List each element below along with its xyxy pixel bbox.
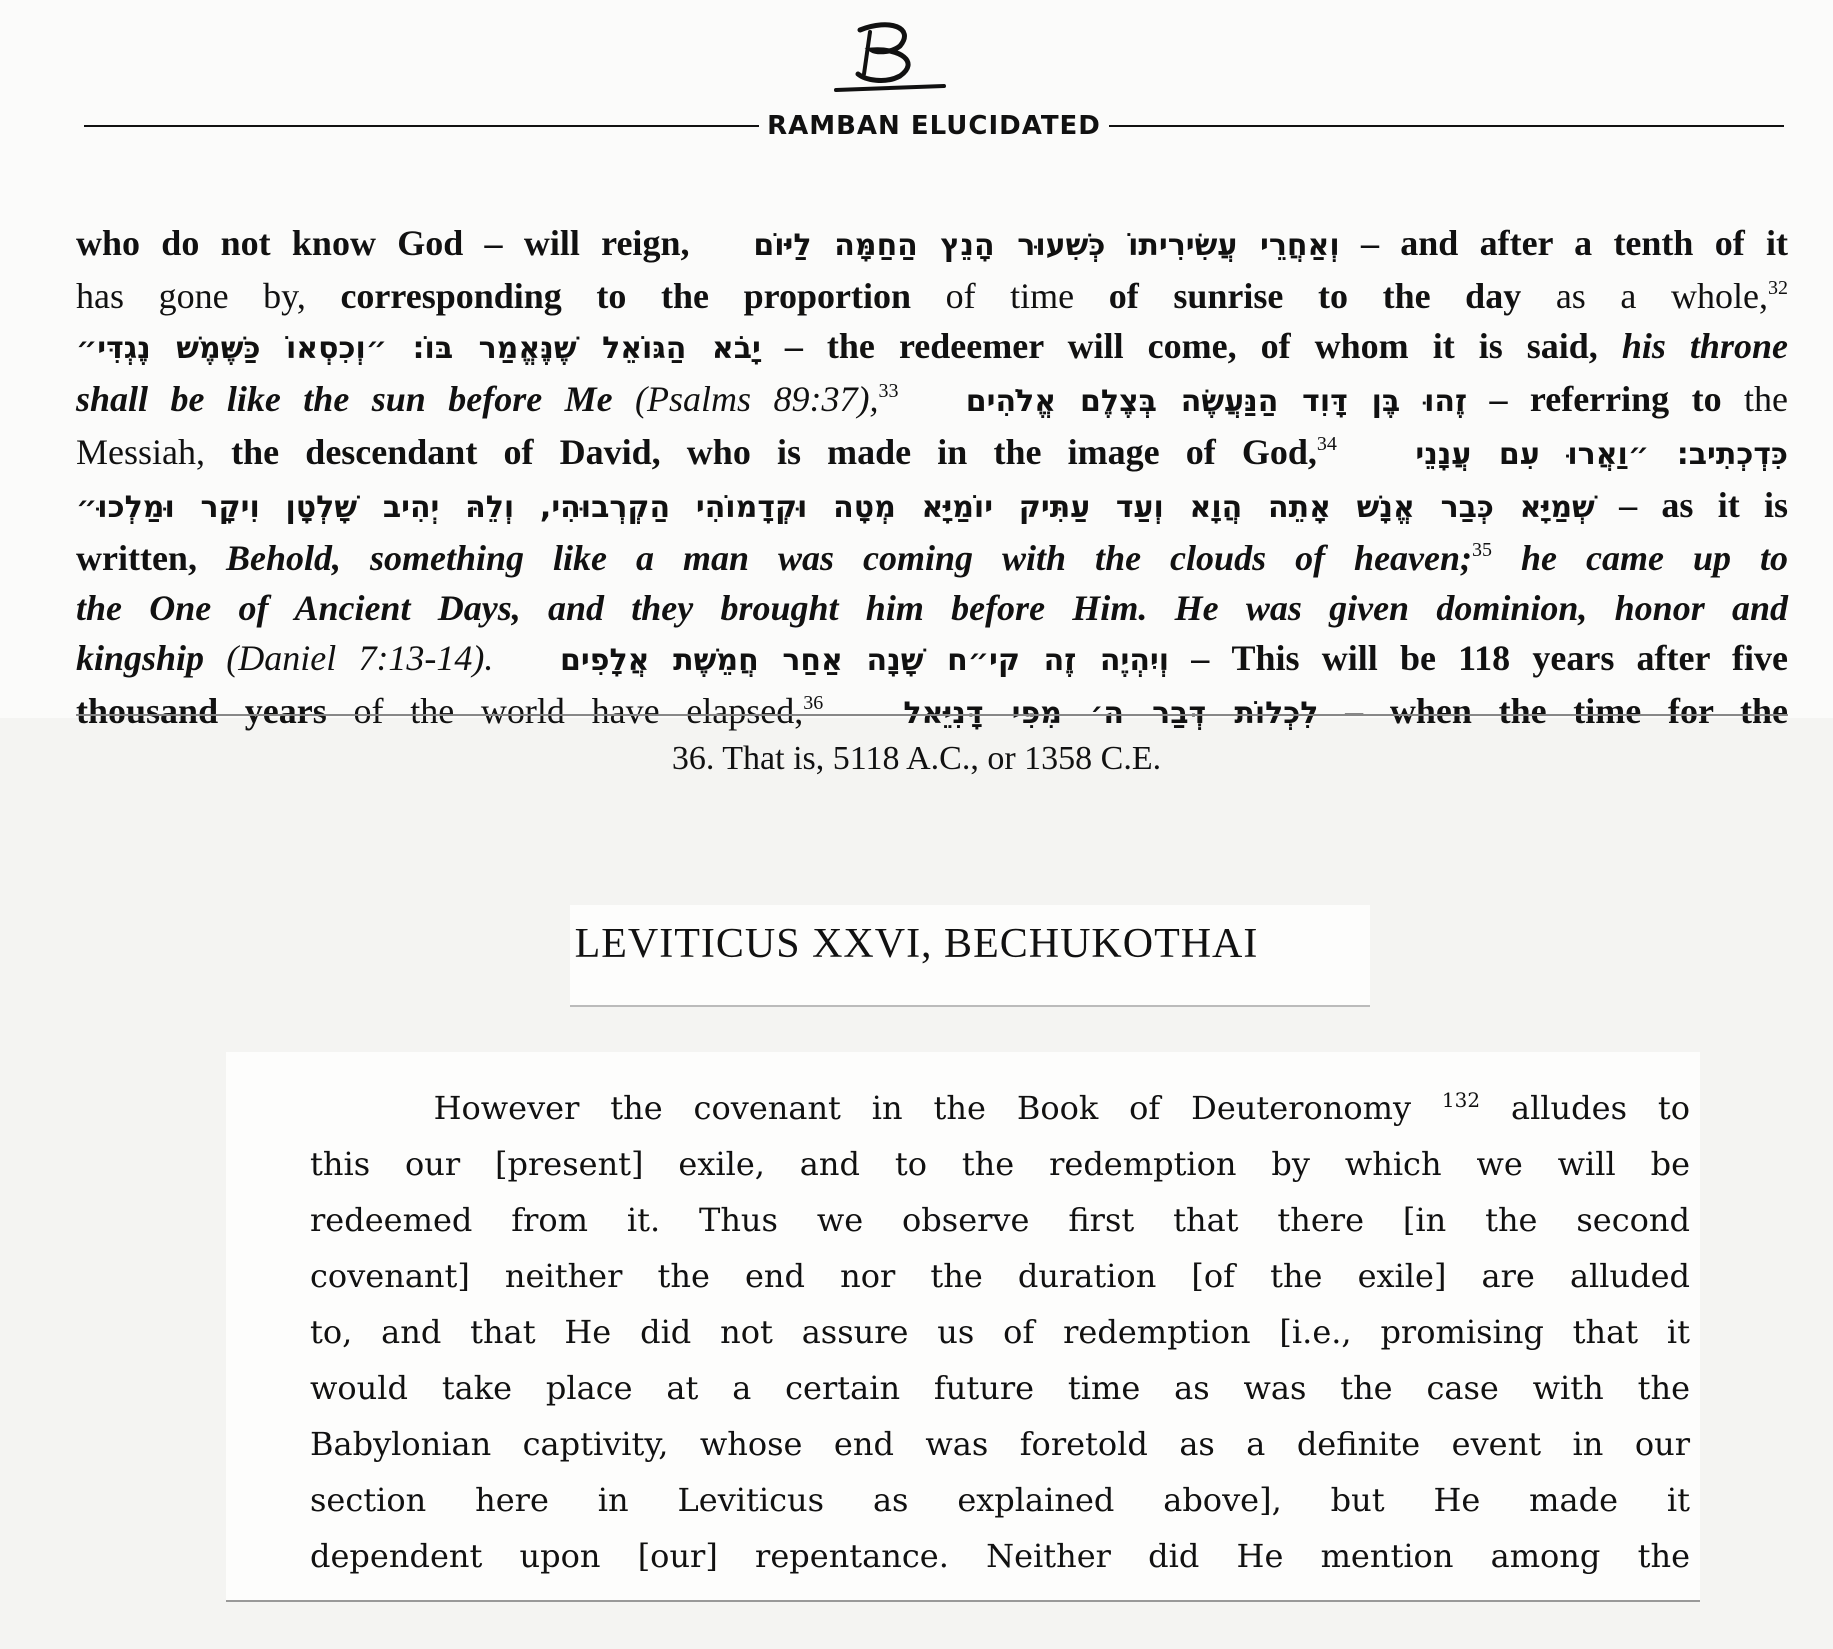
text-run: alludes to [1480, 1089, 1691, 1127]
clipping-line: redeemed from it. Thus we observe first that there [in the second [310, 1201, 1690, 1239]
clipping-line: dependent upon [our] repentance. Neither did He mention among the [310, 1537, 1690, 1575]
clipping-line: Babylonian captivity, whose end was foretold as a definite event in our [310, 1425, 1690, 1463]
commentary-line [76, 686, 1788, 739]
text-run: However the covenant in the Book of Deuteronomy [433, 1089, 1412, 1127]
text-run: – will reign, [463, 223, 690, 263]
text-run: Behold, something like a man was coming with the clouds of heaven; [196, 538, 1473, 578]
text-run: who do not know God [76, 223, 464, 263]
text-run: to the day [1283, 276, 1522, 316]
commentary-line [76, 321, 1788, 374]
text-run: (Daniel 7:13-14). [204, 638, 494, 678]
commentary-line [76, 583, 1788, 633]
running-head [84, 108, 1784, 144]
text-run: of the world have elapsed, [326, 691, 804, 731]
hebrew-text: שְׁמַיָּא כְּבַר אֱנָשׁ אָתֵה הֲוָא וְעַד עַתִּיק יוֹמַיָּא מְטָה וּקְדָמוֹהִי הַקְרְבוּהִי, וְלֵהּ יְהִיב שָׁלְטָן וִיקָר וּמַלְכוּ״ [76, 490, 1595, 525]
text-run: his throne [1597, 326, 1788, 366]
hebrew-text: וְאַחֲרֵי עֲשִׂירִיתוֹ כְּשִׁעוּר הָנֵץ הַחַמָּה לַיּוֹם [753, 228, 1340, 263]
clipping-line: to, and that He did not assure us of redemption [i.e., promising that it [310, 1313, 1690, 1351]
text-run: has gone by, [76, 276, 306, 316]
hebrew-text: לִכְלוֹת דְּבַר ה׳ מִפִּי דָּנִיֵּאל [903, 696, 1319, 731]
text-run: – referring to [1467, 379, 1722, 419]
clipping-line: section here in Leviticus as explained above], but He made it [310, 1481, 1690, 1519]
page-bottom-rule [76, 714, 1788, 716]
footnote-ref: 33 [878, 380, 899, 402]
text-run: as a whole, [1521, 276, 1768, 316]
clipping-title: LEVITICUS XXVI, BECHUKOTHAI [574, 921, 1259, 967]
text-run: shall be like the sun before Me [76, 379, 613, 419]
clipping-line: covenant] neither the end nor the duration [of the exile] are alluded [310, 1257, 1690, 1295]
text-run: – as it is [1594, 485, 1788, 525]
text-run: corresponding to the proportion [305, 276, 911, 316]
text-run: of time [910, 276, 1075, 316]
text-run: kingship [76, 638, 205, 678]
clipping-body [310, 1080, 1690, 1584]
text-run: thousand years [76, 691, 327, 731]
footnote-ref: 34 [1316, 433, 1337, 455]
clipping-line: would take place at a certain future time as was the case with the [310, 1369, 1690, 1407]
commentary-line [76, 374, 1788, 427]
running-head-rule-right [1109, 125, 1784, 127]
text-run: – the redeemer will come, of whom it is said, [760, 326, 1598, 366]
running-head-rule-left [84, 125, 759, 127]
footnote-ref: 35 [1472, 539, 1493, 561]
commentary-line [76, 633, 1788, 686]
commentary-line [76, 480, 1788, 533]
hebrew-text: זֶהוּ בֶּן דָּוִד הַנַּעֲשֶׂה בְּצֶלֶם אֱלֹהִים [965, 384, 1468, 419]
text-run: the descendant of David, who is made in the image of God, [205, 432, 1317, 472]
text-run: he came up to [1492, 538, 1789, 578]
handwritten-b-mark [830, 18, 950, 98]
clipping-line [310, 1080, 1690, 1136]
footnote-ref: 36 [803, 692, 824, 714]
commentary-line [76, 427, 1788, 480]
text-run: written, [76, 538, 197, 578]
text-run: the [1721, 379, 1789, 419]
text-run: – and after a tenth of it [1339, 223, 1788, 263]
text-run: – This will be 118 years after five [1169, 638, 1789, 678]
hebrew-text: יָבֹא הַגּוֹאֵל שֶׁנֶּאֱמַר בּוֹ: ״וְכִסְאוֹ כַּשֶּׁמֶשׁ נֶגְדִּי״ [76, 331, 761, 366]
text-run: of sunrise [1074, 276, 1284, 316]
text-run: the One of Ancient Days, and they brought him before Him. He was given dominion, honor and [76, 588, 1788, 628]
commentary-line [76, 271, 1788, 321]
running-head-title: RAMBAN ELUCIDATED [767, 111, 1101, 141]
hebrew-text: כִּדְכְתִיב: ״וַאֲרוּ עִם עֲנָנֵי [1415, 437, 1788, 472]
clipping-line: this our [present] exile, and to the redemption by which we will be [310, 1145, 1690, 1183]
commentary-line [76, 533, 1788, 583]
text-run: – when the time for the [1318, 691, 1789, 731]
footnote-36: 36. That is, 5118 A.C., or 1358 C.E. [671, 740, 1162, 777]
footnote-ref: 32 [1767, 277, 1788, 299]
commentary-line [76, 218, 1788, 271]
text-run: (Psalms 89:37), [612, 379, 879, 419]
hebrew-text: וְיִהְיֶה זֶה קי״ח שָׁנָה אַחַר חֲמֵשֶׁת אֲלָפִים [560, 643, 1170, 678]
footnote-ref: 132 [1441, 1088, 1481, 1112]
text-run: Messiah, [76, 432, 205, 472]
commentary-text [76, 218, 1788, 739]
